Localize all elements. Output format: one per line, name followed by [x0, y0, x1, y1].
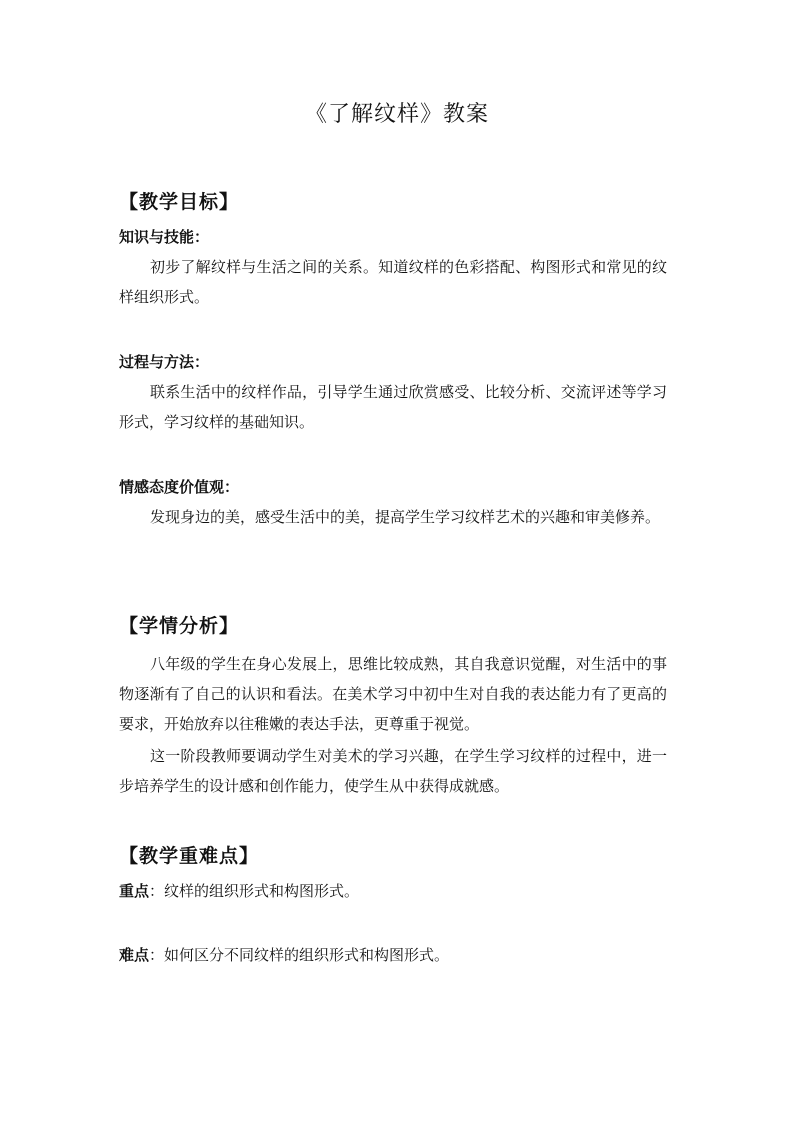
heading-key-difficult-points: 【教学重难点】 — [119, 845, 260, 867]
paragraph-knowledge-skills: 初步了解纹样与生活之间的关系。知道纹样的色彩搭配、构图形式和常见的纹样组织形式。 — [119, 258, 667, 306]
paragraph-student-analysis-2: 这一阶段教师要调动学生对美术的学习兴趣，在学生学习纹样的过程中，进一步培养学生的设计感和创作能力，使学生从中获得成就感。 — [119, 747, 667, 795]
difficulty-label: 难点 — [119, 946, 150, 964]
paragraph-process-methods: 联系生活中的纹样作品，引导学生通过欣赏感受、比较分析、交流评述等学习形式，学习纹样的基础知识。 — [119, 383, 667, 431]
key-point-label: 重点 — [119, 882, 150, 900]
subheading-emotional-values: 情感态度价值观： — [119, 478, 240, 496]
difficulty-text: ：如何区分不同纹样的组织形式和构图形式。 — [149, 946, 450, 964]
key-point-text: ：纹样的组织形式和构图形式。 — [149, 882, 360, 900]
document-title: 《了解纹样》教案 — [304, 102, 489, 127]
paragraph-emotional-values: 发现身边的美，感受生活中的美，提高学生学习纹样艺术的兴趣和审美修养。 — [150, 508, 661, 526]
heading-teaching-objectives: 【教学目标】 — [119, 191, 240, 213]
paragraph-student-analysis-1: 八年级的学生在身心发展上，思维比较成熟，其自我意识觉醒，对生活中的事物逐渐有了自己的认识和看法。在美术学习中初中生对自我的表达能力有了更高的要求，开始放弃以往稚嫩的表达手法，更尊重于视觉。 — [119, 655, 667, 733]
subheading-knowledge-skills: 知识与技能： — [119, 228, 210, 246]
key-point-line — [119, 879, 359, 903]
subheading-process-methods: 过程与方法： — [119, 353, 210, 371]
heading-student-analysis: 【学情分析】 — [119, 615, 240, 637]
difficulty-line — [119, 943, 449, 967]
